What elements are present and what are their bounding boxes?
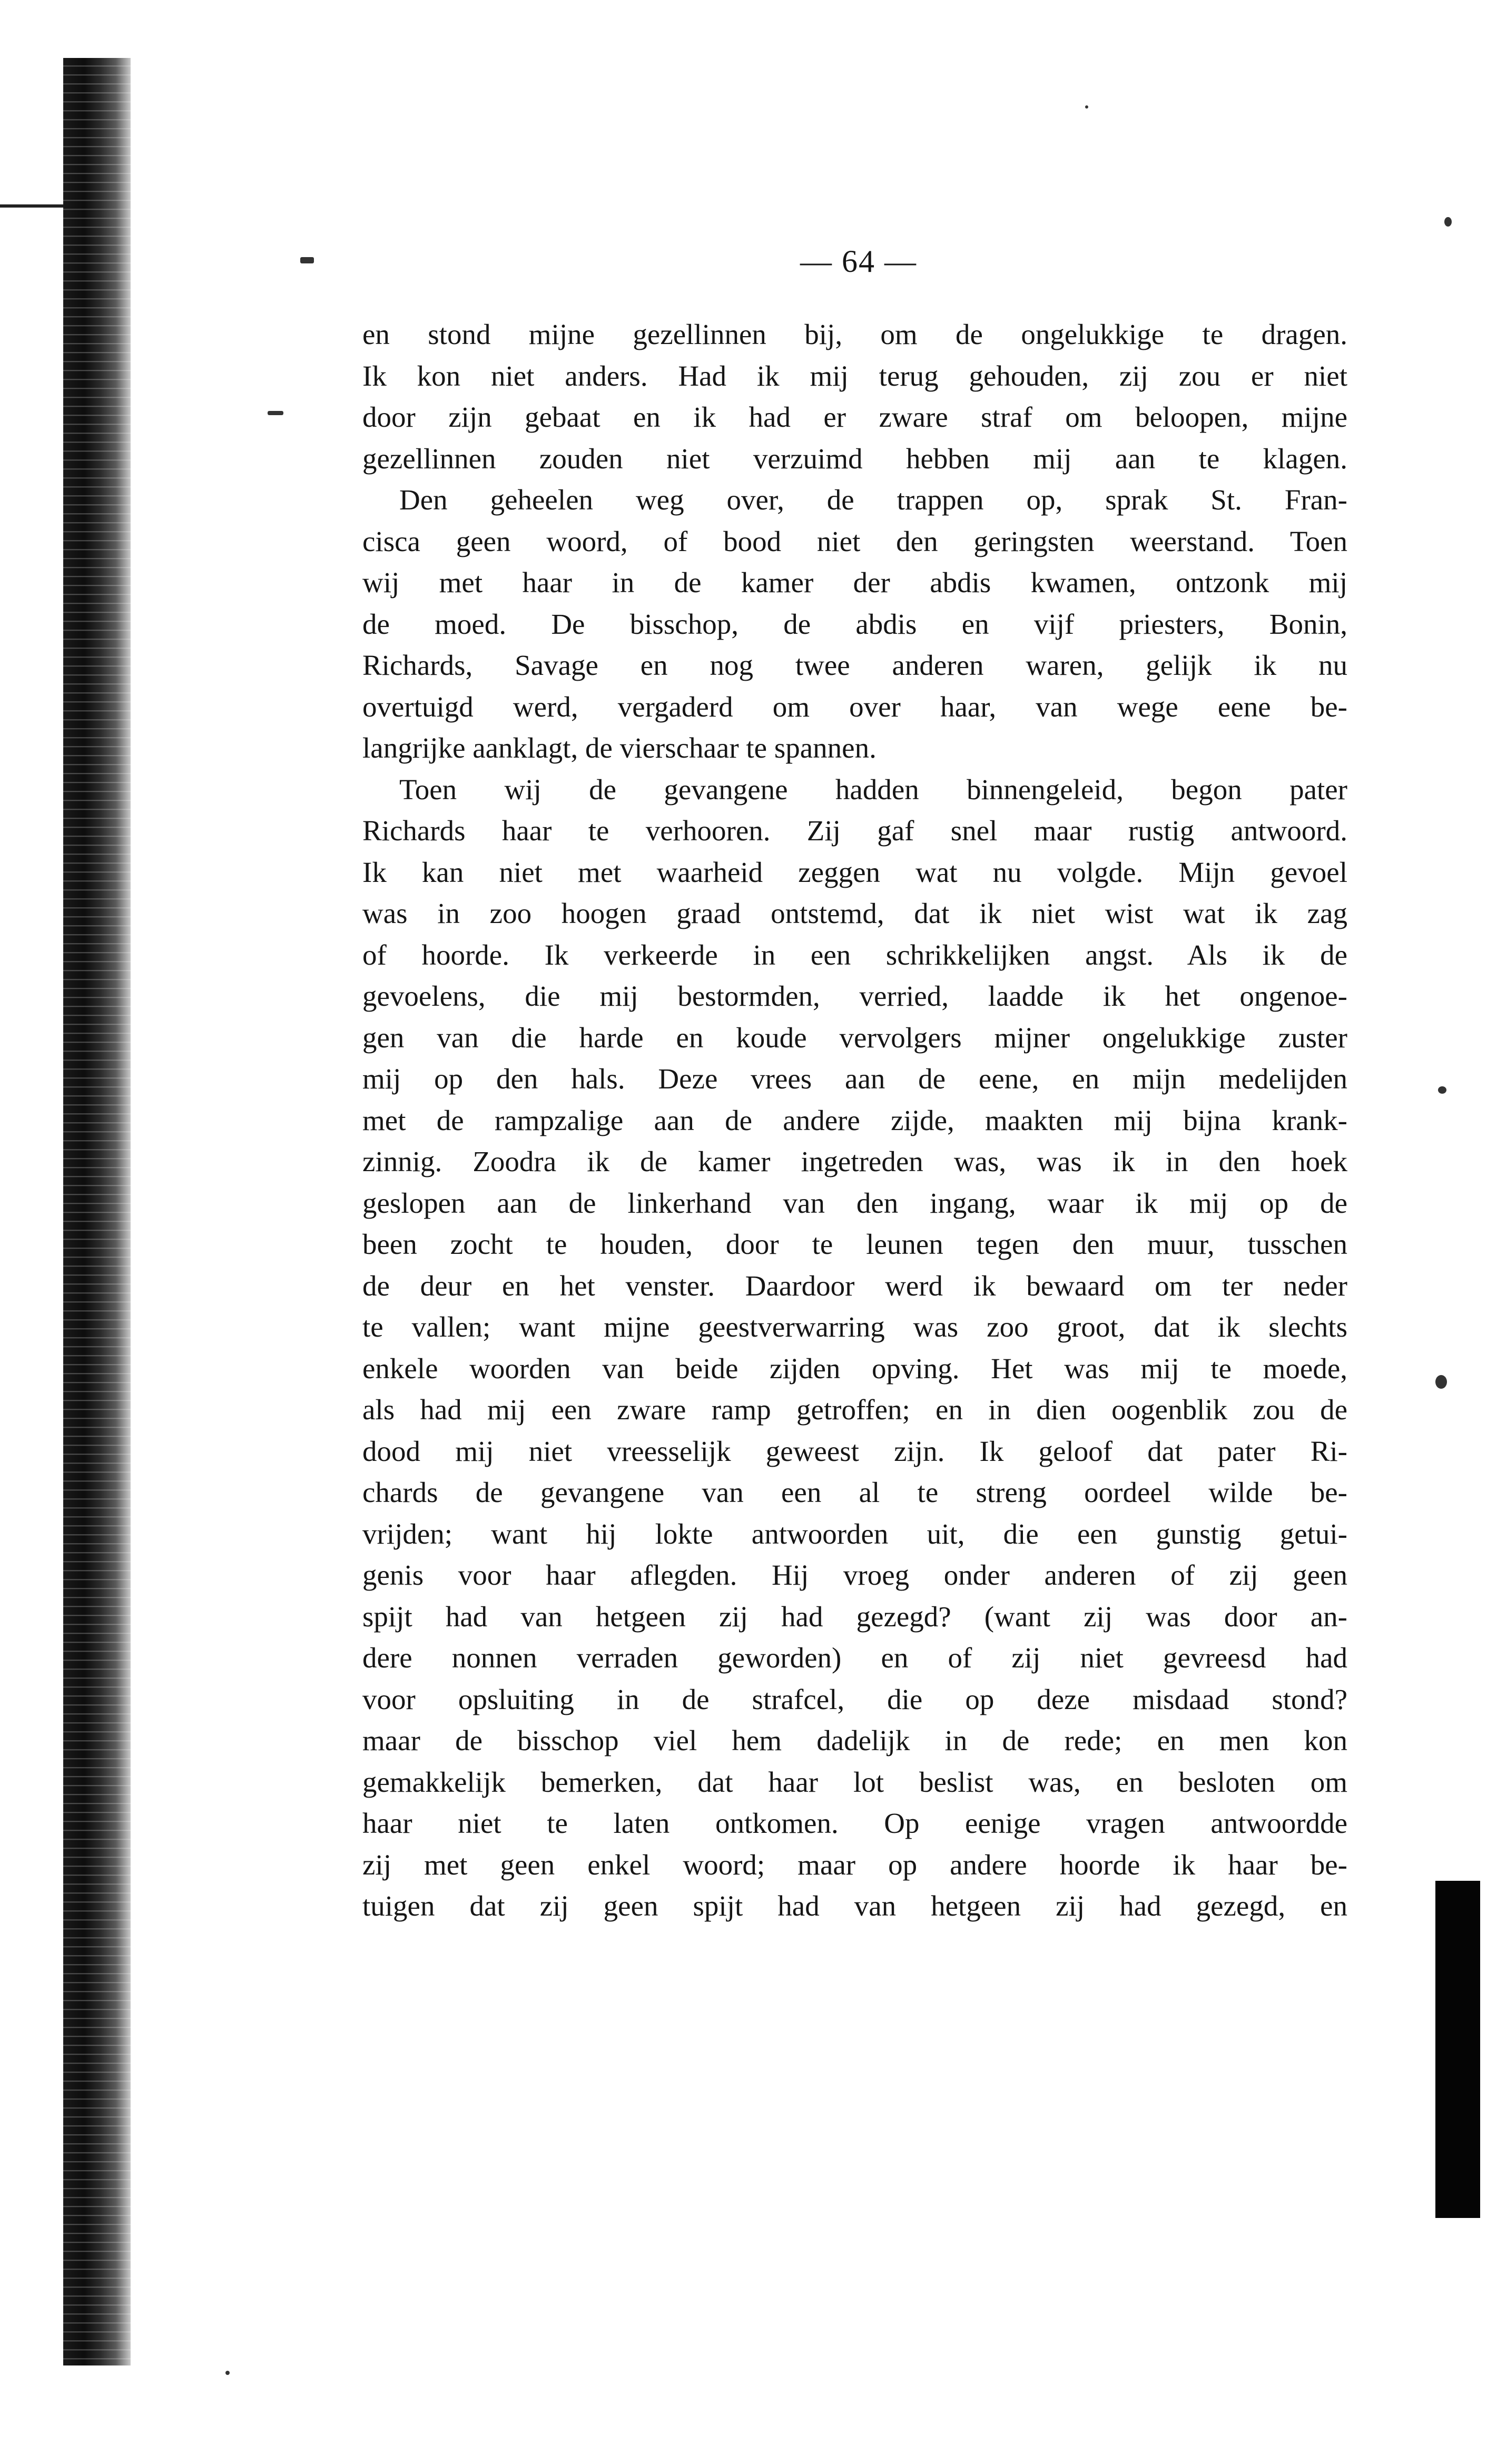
text-line: voor opsluiting in de strafcel, die op deze misdaad stond? (362, 1683, 1347, 1715)
text-line: was in zoo hoogen graad ontstemd, dat ik niet wist wat ik zag (362, 897, 1347, 929)
text-line: Den geheelen weg over, de trappen op, sprak St. Fran- (399, 484, 1347, 516)
text-line: Richards, Savage en nog twee anderen waren, gelijk ik nu (362, 649, 1347, 681)
text-line: en stond mijne gezellinnen bij, om de ongelukkige te dragen. (362, 318, 1347, 350)
text-line: genis voor haar aflegden. Hij vroeg onder anderen of zij geen (362, 1559, 1347, 1591)
text-line: dere nonnen verraden geworden) en of zij niet gevreesd had (362, 1642, 1347, 1674)
text-line: tuigen dat zij geen spijt had van hetgeen zij had gezegd, en (362, 1890, 1347, 1922)
text-line: Toen wij de gevangene hadden binnengeleid, begon pater (399, 773, 1347, 806)
text-line: of hoorde. Ik verkeerde in een schrikkelijken angst. Als ik de (362, 938, 1347, 971)
text-line: door zijn gebaat en ik had er zware straf om beloopen, mijne (362, 401, 1347, 433)
text-line: enkele woorden van beide zijden opving. Het was mij te moede, (362, 1352, 1347, 1385)
text-line: zij met geen enkel woord; maar op andere hoorde ik haar be- (362, 1848, 1347, 1881)
text-line: langrijke aanklagt, de vierschaar te spannen. (362, 732, 877, 764)
text-line: gevoelens, die mij bestormden, verried, laadde ik het ongenoe- (362, 980, 1347, 1012)
text-line: als had mij een zware ramp getroffen; en in dien oogenblik zou de (362, 1393, 1347, 1426)
text-line: te vallen; want mijne geestverwarring was zoo groot, dat ik slechts (362, 1311, 1347, 1343)
text-line: chards de gevangene van een al te streng oordeel wilde be- (362, 1476, 1347, 1508)
scan-speck (225, 2371, 230, 2375)
scan-speck (1085, 105, 1088, 109)
scan-speck (300, 257, 314, 263)
text-line: gen van die harde en koude vervolgers mijner ongelukkige zuster (362, 1021, 1347, 1054)
text-line: overtuigd werd, vergaderd om over haar, van wege eene be- (362, 690, 1347, 723)
text-line: Richards haar te verhooren. Zij gaf snel maar rustig antwoord. (362, 814, 1347, 847)
body-text (362, 314, 1347, 1927)
page-number: — 64 — (800, 244, 917, 279)
text-line: vrijden; want hij lokte antwoorden uit, die een gunstig getui- (362, 1517, 1347, 1550)
scan-speck (1435, 1375, 1447, 1389)
scan-speck (268, 411, 283, 415)
binding-rule-mark (0, 204, 63, 208)
text-line: de moed. De bisschop, de abdis en vijf priesters, Bonin, (362, 607, 1347, 640)
text-line: wij met haar in de kamer der abdis kwamen, ontzonk mij (362, 566, 1347, 598)
text-line: cisca geen woord, of bood niet den geringsten weerstand. Toen (362, 525, 1347, 557)
text-line: mij op den hals. Deze vrees aan de eene, en mijn medelijden (362, 1063, 1347, 1095)
text-line: gemakkelijk bemerken, dat haar lot beslist was, en besloten om (362, 1765, 1347, 1798)
text-line: haar niet te laten ontkomen. Op eenige vragen antwoordde (362, 1807, 1347, 1839)
text-line: met de rampzalige aan de andere zijde, maakten mij bijna krank- (362, 1104, 1347, 1136)
scan-speck (1444, 217, 1452, 227)
text-line: spijt had van hetgeen zij had gezegd? (want zij was door an- (362, 1600, 1347, 1633)
text-line: geslopen aan de linkerhand van den ingang, waar ik mij op de (362, 1186, 1347, 1219)
text-line: gezellinnen zouden niet verzuimd hebben mij aan te klagen. (362, 442, 1347, 475)
text-line: Ik kon niet anders. Had ik mij terug gehouden, zij zou er niet (362, 359, 1347, 392)
text-line: Ik kan niet met waarheid zeggen wat nu volgde. Mijn gevoel (362, 856, 1347, 888)
text-line: maar de bisschop viel hem dadelijk in de rede; en men kon (362, 1724, 1347, 1756)
text-line: de deur en het venster. Daardoor werd ik bewaard om ter neder (362, 1269, 1347, 1302)
book-binding-edge (63, 58, 131, 2365)
text-line: dood mij niet vreesselijk geweest zijn. Ik geloof dat pater Ri- (362, 1435, 1347, 1467)
text-line: been zocht te houden, door te leunen tegen den muur, tusschen (362, 1228, 1347, 1260)
scan-margin-bar (1435, 1881, 1480, 2218)
scan-speck (1438, 1086, 1446, 1094)
text-line: zinnig. Zoodra ik de kamer ingetreden was, was ik in den hoek (362, 1145, 1347, 1177)
